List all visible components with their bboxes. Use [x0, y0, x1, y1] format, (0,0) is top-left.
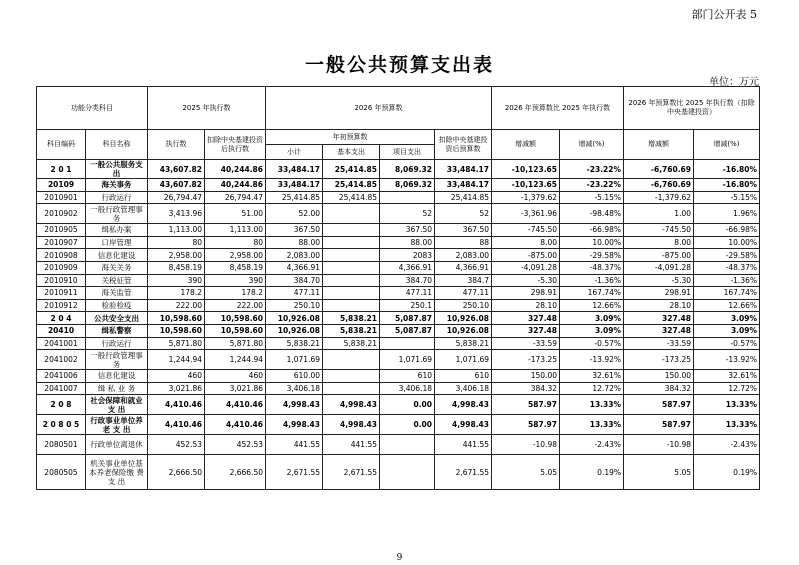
row-value-cell: 0.00 [380, 415, 435, 435]
row-value-cell: -5.30 [492, 274, 560, 287]
row-value-cell: 1,113.00 [205, 224, 266, 237]
row-value-cell: -13.92% [560, 350, 624, 370]
row-value-cell [323, 299, 380, 312]
row-name-cell: 海关关务 [86, 261, 148, 274]
row-value-cell: 4,410.46 [205, 415, 266, 435]
row-value-cell [323, 236, 380, 249]
row-value-cell: 390 [205, 274, 266, 287]
row-value-cell: 4,998.43 [435, 395, 492, 415]
row-value-cell: 0.00 [380, 395, 435, 415]
row-value-cell: 4,366.91 [380, 261, 435, 274]
row-value-cell: -10,123.65 [492, 179, 560, 192]
row-code-cell: 2010909 [37, 261, 86, 274]
table-row [37, 395, 760, 415]
table-row [37, 274, 760, 287]
row-value-cell: 25,414.85 [323, 179, 380, 192]
row-value-cell: -16.80% [694, 160, 760, 179]
row-value-cell: 2,666.50 [148, 455, 205, 490]
row-value-cell: 460 [148, 370, 205, 383]
header-inc2: 增减额 [624, 130, 694, 160]
row-value-cell: 40,244.86 [205, 179, 266, 192]
row-value-cell: -10,123.65 [492, 160, 560, 179]
row-name-cell: 公共安全支出 [86, 312, 148, 325]
row-value-cell: 33,484.17 [435, 160, 492, 179]
row-value-cell: 587.97 [624, 415, 694, 435]
row-name-cell: 一般行政管理事务 [86, 350, 148, 370]
row-name-cell: 行政运行 [86, 191, 148, 204]
row-value-cell [323, 274, 380, 287]
row-value-cell: 13.33% [694, 415, 760, 435]
row-value-cell: -10.98 [492, 435, 560, 455]
row-value-cell: -5.15% [560, 191, 624, 204]
table-row [37, 455, 760, 490]
row-code-cell: 2080501 [37, 435, 86, 455]
row-value-cell: -66.98% [560, 224, 624, 237]
header-budget-2026: 2026 年预算数 [266, 87, 492, 130]
row-value-cell [323, 287, 380, 300]
row-value-cell: -6,760.69 [624, 160, 694, 179]
row-value-cell: 178.2 [205, 287, 266, 300]
row-value-cell: 80 [148, 236, 205, 249]
row-value-cell: 5,087.87 [380, 312, 435, 325]
row-value-cell: 150.00 [492, 370, 560, 383]
row-value-cell: 88.00 [266, 236, 323, 249]
row-value-cell [380, 455, 435, 490]
row-code-cell: 2041007 [37, 382, 86, 395]
table-row [37, 324, 760, 337]
table-row [37, 370, 760, 383]
row-value-cell: 167.74% [694, 287, 760, 300]
row-value-cell: 4,998.43 [266, 415, 323, 435]
row-value-cell: 13.33% [694, 395, 760, 415]
header-name: 科目名称 [86, 130, 148, 160]
row-value-cell: -3,361.96 [492, 204, 560, 224]
row-value-cell: 88.00 [380, 236, 435, 249]
row-value-cell: 8,458.19 [205, 261, 266, 274]
row-value-cell: 8.00 [624, 236, 694, 249]
row-value-cell: 460 [205, 370, 266, 383]
row-value-cell: -173.25 [624, 350, 694, 370]
row-value-cell: -875.00 [492, 249, 560, 262]
row-value-cell: 384.70 [380, 274, 435, 287]
row-value-cell: 52 [435, 204, 492, 224]
row-value-cell: 610.00 [266, 370, 323, 383]
row-value-cell: 5,838.21 [266, 337, 323, 350]
row-value-cell: 367.50 [380, 224, 435, 237]
row-value-cell: 250.10 [435, 299, 492, 312]
row-value-cell: 10,926.08 [435, 324, 492, 337]
row-value-cell: 384.32 [492, 382, 560, 395]
row-value-cell: 13.33% [560, 415, 624, 435]
row-name-cell: 行政运行 [86, 337, 148, 350]
row-value-cell: 52 [380, 204, 435, 224]
row-value-cell: 1,071.69 [435, 350, 492, 370]
table-row [37, 299, 760, 312]
row-value-cell: 477.11 [266, 287, 323, 300]
row-value-cell: 587.97 [492, 415, 560, 435]
row-value-cell: 43,607.82 [148, 179, 205, 192]
row-code-cell: 2080505 [37, 455, 86, 490]
table-row [37, 224, 760, 237]
row-value-cell: 4,998.43 [323, 395, 380, 415]
row-value-cell [323, 224, 380, 237]
row-value-cell: -5.30 [624, 274, 694, 287]
header-budget-excl: 扣除中央基建投资后预算数 [435, 130, 492, 160]
row-value-cell: 12.72% [560, 382, 624, 395]
row-value-cell: 4,410.46 [205, 395, 266, 415]
row-code-cell: 20109 [37, 179, 86, 192]
row-value-cell: 2,666.50 [205, 455, 266, 490]
table-row [37, 261, 760, 274]
row-value-cell: 8,458.19 [148, 261, 205, 274]
row-value-cell: 1,244.94 [205, 350, 266, 370]
row-value-cell: 12.66% [694, 299, 760, 312]
row-value-cell: 178.2 [148, 287, 205, 300]
row-name-cell: 机关事业单位基本养老保险缴 费 支 出 [86, 455, 148, 490]
page-tag: 部门公开表 5 [691, 8, 757, 21]
header-project: 项目支出 [380, 145, 435, 160]
row-name-cell: 信息化建设 [86, 249, 148, 262]
row-value-cell: 2,958.00 [205, 249, 266, 262]
row-name-cell: 缉私办案 [86, 224, 148, 237]
row-value-cell: 250.1 [380, 299, 435, 312]
row-value-cell: 10,926.08 [266, 312, 323, 325]
row-value-cell: 3.09% [694, 324, 760, 337]
row-value-cell: -2.43% [560, 435, 624, 455]
row-value-cell: 3.09% [560, 324, 624, 337]
row-name-cell: 海关监管 [86, 287, 148, 300]
row-value-cell: 1.00 [624, 204, 694, 224]
row-value-cell: 25,414.85 [323, 160, 380, 179]
row-value-cell: -745.50 [624, 224, 694, 237]
row-value-cell: 1.96% [694, 204, 760, 224]
row-value-cell: -2.43% [694, 435, 760, 455]
row-code-cell: 2010908 [37, 249, 86, 262]
row-code-cell: 2010912 [37, 299, 86, 312]
row-value-cell: -6,760.69 [624, 179, 694, 192]
row-value-cell: 587.97 [624, 395, 694, 415]
row-value-cell: -0.57% [694, 337, 760, 350]
row-value-cell: 5,838.21 [323, 312, 380, 325]
row-value-cell: 610 [380, 370, 435, 383]
row-value-cell: 0.19% [694, 455, 760, 490]
row-value-cell: 25,414.85 [266, 191, 323, 204]
table-row [37, 382, 760, 395]
table-row [37, 249, 760, 262]
header-exec: 执行数 [148, 130, 205, 160]
row-value-cell: 367.50 [266, 224, 323, 237]
row-value-cell [380, 191, 435, 204]
header-func-class: 功能分类科目 [37, 87, 148, 130]
row-value-cell: 51.00 [205, 204, 266, 224]
row-value-cell: 5.05 [624, 455, 694, 490]
row-value-cell: 3,406.18 [435, 382, 492, 395]
row-value-cell: 3,413.96 [148, 204, 205, 224]
row-value-cell: 10,598.60 [205, 324, 266, 337]
row-value-cell: -745.50 [492, 224, 560, 237]
header-inc: 增减额 [492, 130, 560, 160]
row-value-cell: 441.55 [323, 435, 380, 455]
row-value-cell: 10,598.60 [148, 324, 205, 337]
row-value-cell: -33.59 [492, 337, 560, 350]
row-value-cell: -29.58% [694, 249, 760, 262]
row-value-cell: -98.48% [560, 204, 624, 224]
row-value-cell: 88 [435, 236, 492, 249]
row-value-cell: 327.48 [624, 324, 694, 337]
row-value-cell [323, 350, 380, 370]
row-value-cell [323, 204, 380, 224]
table-row [37, 204, 760, 224]
row-value-cell: 610 [435, 370, 492, 383]
row-value-cell [323, 370, 380, 383]
row-code-cell: 2041002 [37, 350, 86, 370]
row-code-cell: 2 0 8 0 5 [37, 415, 86, 435]
row-code-cell: 20410 [37, 324, 86, 337]
row-value-cell: 4,366.91 [266, 261, 323, 274]
row-value-cell: -0.57% [560, 337, 624, 350]
row-code-cell: 2041006 [37, 370, 86, 383]
row-value-cell: -66.98% [694, 224, 760, 237]
row-value-cell: 26,794.47 [205, 191, 266, 204]
row-value-cell: 2083 [380, 249, 435, 262]
row-name-cell: 一般公共服务支 出 [86, 160, 148, 179]
row-value-cell: 384.7 [435, 274, 492, 287]
row-value-cell: 1,071.69 [380, 350, 435, 370]
table-row [37, 435, 760, 455]
row-value-cell: 384.32 [624, 382, 694, 395]
row-value-cell: 4,410.46 [148, 395, 205, 415]
row-value-cell [323, 249, 380, 262]
row-value-cell: 2,671.55 [435, 455, 492, 490]
row-value-cell: -13.92% [694, 350, 760, 370]
row-code-cell: 2010910 [37, 274, 86, 287]
row-value-cell: 4,410.46 [148, 415, 205, 435]
row-value-cell: 10,926.08 [435, 312, 492, 325]
row-value-cell: 1,244.94 [148, 350, 205, 370]
header-compare-exec: 2026 年预算数比 2025 年执行数 [492, 87, 624, 130]
table-row [37, 287, 760, 300]
row-value-cell: 4,998.43 [323, 415, 380, 435]
row-value-cell: 2,083.00 [266, 249, 323, 262]
row-name-cell: 缉 私 业 务 [86, 382, 148, 395]
table-row [37, 160, 760, 179]
row-value-cell: 32.61% [560, 370, 624, 383]
header-exec-excl: 扣除中央基建投资后执行数 [205, 130, 266, 160]
row-value-cell: 587.97 [492, 395, 560, 415]
table-row [37, 350, 760, 370]
row-value-cell: 298.91 [624, 287, 694, 300]
row-value-cell: 452.53 [148, 435, 205, 455]
row-value-cell: -5.15% [694, 191, 760, 204]
row-value-cell: 4,998.43 [266, 395, 323, 415]
row-value-cell: -1,379.62 [492, 191, 560, 204]
row-value-cell: 390 [148, 274, 205, 287]
row-value-cell: -4,091.28 [624, 261, 694, 274]
row-value-cell: 327.48 [624, 312, 694, 325]
row-value-cell: -16.80% [694, 179, 760, 192]
row-name-cell: 社会保障和就业 支 出 [86, 395, 148, 415]
row-value-cell: 28.10 [492, 299, 560, 312]
row-value-cell: 2,958.00 [148, 249, 205, 262]
row-value-cell: 3,021.86 [148, 382, 205, 395]
row-value-cell: 5,087.87 [380, 324, 435, 337]
row-value-cell: 441.55 [435, 435, 492, 455]
row-value-cell: 33,484.17 [266, 160, 323, 179]
row-value-cell: -1.36% [560, 274, 624, 287]
row-name-cell: 信息化建设 [86, 370, 148, 383]
row-value-cell: 10.00% [560, 236, 624, 249]
row-value-cell [380, 435, 435, 455]
row-code-cell: 2010905 [37, 224, 86, 237]
row-value-cell: 477.11 [435, 287, 492, 300]
row-value-cell: -48.37% [694, 261, 760, 274]
row-value-cell: 4,366.91 [435, 261, 492, 274]
table-row [37, 191, 760, 204]
row-value-cell: 3,406.18 [266, 382, 323, 395]
row-value-cell: -23.22% [560, 160, 624, 179]
unit-label: 单位：万元 [709, 77, 759, 88]
row-name-cell: 口岸管理 [86, 236, 148, 249]
row-value-cell: 8,069.32 [380, 179, 435, 192]
row-value-cell: 384.70 [266, 274, 323, 287]
header-annual: 年初预算数 [266, 130, 435, 145]
row-value-cell: 2,671.55 [266, 455, 323, 490]
row-name-cell: 海关事务 [86, 179, 148, 192]
row-value-cell: 298.91 [492, 287, 560, 300]
row-value-cell: 1,071.69 [266, 350, 323, 370]
row-value-cell: 222.00 [148, 299, 205, 312]
row-name-cell: 检验检疫 [86, 299, 148, 312]
table-row [37, 337, 760, 350]
row-value-cell: -173.25 [492, 350, 560, 370]
row-code-cell: 2 0 1 [37, 160, 86, 179]
row-value-cell: -48.37% [560, 261, 624, 274]
row-value-cell: 250.10 [266, 299, 323, 312]
row-value-cell: 8,069.32 [380, 160, 435, 179]
row-value-cell: 40,244.86 [205, 160, 266, 179]
row-value-cell: 43,607.82 [148, 160, 205, 179]
row-value-cell: 2,083.00 [435, 249, 492, 262]
row-value-cell: 2,671.55 [323, 455, 380, 490]
row-value-cell: 12.72% [694, 382, 760, 395]
row-name-cell: 缉私警察 [86, 324, 148, 337]
row-value-cell: 327.48 [492, 312, 560, 325]
row-value-cell: 477.11 [380, 287, 435, 300]
table-row [37, 179, 760, 192]
row-value-cell: 3,021.86 [205, 382, 266, 395]
row-value-cell: 10,926.08 [266, 324, 323, 337]
row-value-cell: 10,598.60 [205, 312, 266, 325]
row-value-cell: 5,871.80 [205, 337, 266, 350]
table-row [37, 312, 760, 325]
row-value-cell: -23.22% [560, 179, 624, 192]
budget-table [36, 86, 760, 490]
row-value-cell: 5,838.21 [435, 337, 492, 350]
row-value-cell: -1,379.62 [624, 191, 694, 204]
row-value-cell: 167.74% [560, 287, 624, 300]
row-code-cell: 2010907 [37, 236, 86, 249]
row-value-cell: 10.00% [694, 236, 760, 249]
row-value-cell: -29.58% [560, 249, 624, 262]
row-code-cell: 2010901 [37, 191, 86, 204]
row-value-cell: 32.61% [694, 370, 760, 383]
row-value-cell: 452.53 [205, 435, 266, 455]
row-value-cell: -875.00 [624, 249, 694, 262]
row-value-cell: 3,406.18 [380, 382, 435, 395]
header-code: 科目编码 [37, 130, 86, 160]
row-value-cell: 52.00 [266, 204, 323, 224]
header-exec-2025: 2025 年执行数 [148, 87, 266, 130]
row-code-cell: 2010902 [37, 204, 86, 224]
row-value-cell: 33,484.17 [266, 179, 323, 192]
row-value-cell: 3.09% [694, 312, 760, 325]
row-value-cell: 26,794.47 [148, 191, 205, 204]
row-value-cell: -10.98 [624, 435, 694, 455]
header-pct: 增减(%) [560, 130, 624, 160]
row-code-cell: 2010911 [37, 287, 86, 300]
row-name-cell: 关税征管 [86, 274, 148, 287]
row-value-cell: 1,113.00 [148, 224, 205, 237]
row-value-cell: 4,998.43 [435, 415, 492, 435]
row-value-cell: 25,414.85 [323, 191, 380, 204]
row-code-cell: 2 0 4 [37, 312, 86, 325]
row-value-cell [380, 337, 435, 350]
row-value-cell: 28.10 [624, 299, 694, 312]
row-value-cell: 367.50 [435, 224, 492, 237]
page-title: 一般公共预算支出表 [304, 54, 494, 76]
row-value-cell: 0.19% [560, 455, 624, 490]
row-value-cell: 33,484.17 [435, 179, 492, 192]
row-value-cell: 5.05 [492, 455, 560, 490]
row-value-cell: 13.33% [560, 395, 624, 415]
row-code-cell: 2041001 [37, 337, 86, 350]
row-value-cell: 150.00 [624, 370, 694, 383]
row-value-cell: -1.36% [694, 274, 760, 287]
table-row [37, 415, 760, 435]
row-value-cell [323, 261, 380, 274]
row-name-cell: 行政单位离退休 [86, 435, 148, 455]
row-value-cell: 10,598.60 [148, 312, 205, 325]
row-code-cell: 2 0 8 [37, 395, 86, 415]
row-value-cell: -33.59 [624, 337, 694, 350]
row-value-cell: 5,838.21 [323, 324, 380, 337]
row-value-cell: 8.00 [492, 236, 560, 249]
row-value-cell: -4,091.28 [492, 261, 560, 274]
header-basic: 基本支出 [323, 145, 380, 160]
row-value-cell: 222.00 [205, 299, 266, 312]
header-subtotal: 小计 [266, 145, 323, 160]
page-number: 9 [396, 553, 403, 563]
row-value-cell: 12.66% [560, 299, 624, 312]
row-value-cell: 80 [205, 236, 266, 249]
row-value-cell: 3.09% [560, 312, 624, 325]
row-value-cell: 441.55 [266, 435, 323, 455]
row-value-cell: 327.48 [492, 324, 560, 337]
row-value-cell: 25,414.85 [435, 191, 492, 204]
row-value-cell [323, 382, 380, 395]
header-compare-base: 2026 年预算数比 2025 年执行数（扣除中央基建投资） [624, 87, 760, 130]
row-value-cell: 5,838.21 [323, 337, 380, 350]
row-name-cell: 行政事业单位养 老 支 出 [86, 415, 148, 435]
table-row [37, 236, 760, 249]
row-value-cell: 5,871.80 [148, 337, 205, 350]
header-pct2: 增减(%) [694, 130, 760, 160]
row-name-cell: 一般行政管理事务 [86, 204, 148, 224]
